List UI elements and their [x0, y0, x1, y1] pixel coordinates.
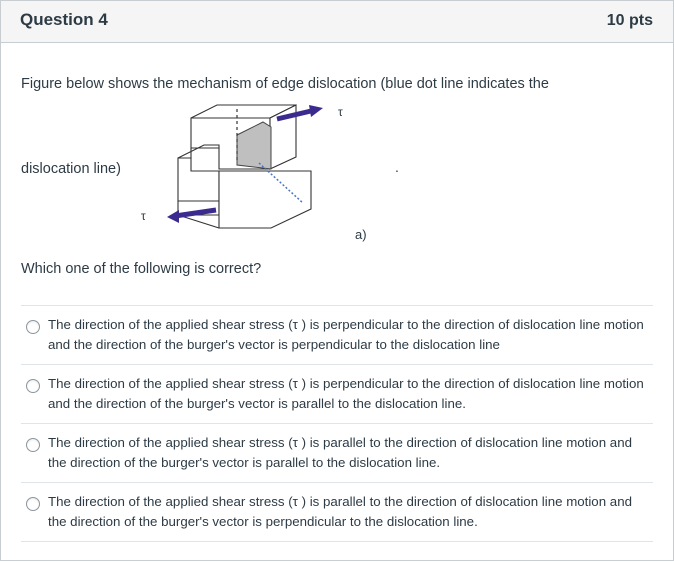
radio-button[interactable] — [26, 320, 40, 334]
edge-dislocation-figure — [141, 97, 391, 247]
radio-button[interactable] — [26, 497, 40, 511]
tau-top-label: τ — [338, 105, 343, 119]
answer-option[interactable] — [21, 482, 653, 542]
question-header — [1, 1, 673, 43]
answer-text: The direction of the applied shear stress (τ ) is parallel to the direction of dislocation line motion and the direction of the burger's vector is parallel to the dislocation line. — [48, 435, 632, 470]
answer-text: The direction of the applied shear stress (τ ) is perpendicular to the direction of dislocation line motion and the direction of the burger's vector is perpendicular to the dislocation line — [48, 317, 644, 352]
question-title: Question 4 — [20, 10, 108, 29]
answer-list — [21, 305, 653, 542]
answer-option[interactable] — [21, 364, 653, 423]
radio-button[interactable] — [26, 438, 40, 452]
answer-option[interactable] — [21, 305, 653, 364]
answer-option[interactable] — [21, 423, 653, 482]
question-prompt: Which one of the following is correct? — [21, 261, 262, 277]
radio-button[interactable] — [26, 379, 40, 393]
question-stem-line1: Figure below shows the mechanism of edge dislocation (blue dot line indicates the — [21, 76, 549, 92]
question-stem-line2: dislocation line) — [21, 161, 121, 177]
answer-text: The direction of the applied shear stress (τ ) is perpendicular to the direction of dislocation line motion and the direction of the burger's vector is parallel to the dislocation line. — [48, 376, 644, 411]
tau-bottom-label: τ — [141, 209, 146, 223]
answer-text: The direction of the applied shear stress (τ ) is parallel to the direction of dislocation line motion and the direction of the burger's vector is perpendicular to the dislocation line. — [48, 494, 632, 529]
stray-period: . — [395, 159, 399, 175]
question-points: 10 pts — [606, 12, 653, 29]
figure-label: a) — [355, 227, 367, 242]
